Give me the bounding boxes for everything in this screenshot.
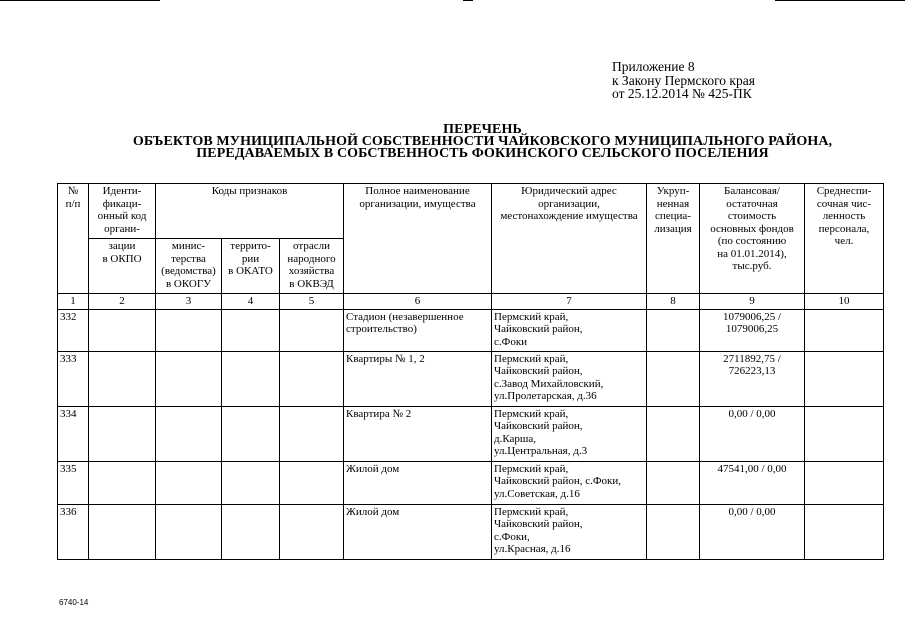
header-line: основных фондов xyxy=(710,222,794,235)
row-address xyxy=(492,461,647,504)
row-address xyxy=(492,309,647,351)
row-specialization xyxy=(647,504,700,559)
cell-line: Пермский край, xyxy=(494,352,569,365)
row-okpo xyxy=(89,351,156,406)
appendix-line: к Закону Пермского края xyxy=(612,72,755,88)
cell-line: строительство) xyxy=(346,323,417,335)
header-line: организации, имущества xyxy=(359,197,476,210)
header-okogu xyxy=(156,239,222,294)
row-okpo xyxy=(89,406,156,461)
cell-line: ул.Красная, д.16 xyxy=(494,543,571,555)
row-staff xyxy=(805,351,884,406)
cell-line: ул.Центральная, д.3 xyxy=(494,445,588,457)
cell-line: Квартиры № 1, 2 xyxy=(346,352,425,365)
row-address xyxy=(492,406,647,461)
cell-line: Пермский край, xyxy=(494,462,569,475)
cell-line: Чайковский район, xyxy=(494,420,583,432)
table-body xyxy=(58,309,884,559)
header-line: ленность xyxy=(822,210,866,222)
header-line: ненная xyxy=(656,197,690,210)
header-line: стоимость xyxy=(727,210,777,222)
table-row xyxy=(58,351,884,406)
row-okato xyxy=(222,461,280,504)
row-address xyxy=(492,504,647,559)
cell-line: Пермский край, xyxy=(494,505,569,518)
row-name xyxy=(344,461,492,504)
appendix-header xyxy=(612,60,755,101)
header-line: отрасли xyxy=(293,240,330,252)
header-staff xyxy=(805,184,884,294)
column-number: 1 xyxy=(58,294,89,310)
row-okato xyxy=(222,351,280,406)
row-okogu xyxy=(156,504,222,559)
header-specialization xyxy=(647,184,700,294)
cell-line: 0,00 / 0,00 xyxy=(728,505,776,518)
row-num: 334 xyxy=(58,406,89,461)
cell-line: Чайковский район, xyxy=(494,518,583,530)
row-name xyxy=(344,504,492,559)
cell-line: Стадион (незавершенное xyxy=(346,310,464,323)
header-line: в ОКВЭД xyxy=(289,277,334,290)
column-number: 9 xyxy=(700,294,805,310)
header-line: хозяйства xyxy=(288,265,335,277)
row-okato xyxy=(222,504,280,559)
header-line: минис- xyxy=(171,240,206,252)
column-number: 2 xyxy=(89,294,156,310)
column-number: 3 xyxy=(156,294,222,310)
row-okogu xyxy=(156,461,222,504)
row-okved xyxy=(280,351,344,406)
top-rule-center xyxy=(463,0,473,1)
row-okpo xyxy=(89,309,156,351)
header-balance xyxy=(700,184,805,294)
title-line: ПЕРЕЧЕНЬ xyxy=(443,122,522,137)
header-line: в ОКАТО xyxy=(228,265,273,277)
row-specialization xyxy=(647,461,700,504)
cell-line: Чайковский район, xyxy=(494,365,583,377)
column-number: 8 xyxy=(647,294,700,310)
column-number-row xyxy=(58,294,884,310)
header-line: в ОКПО xyxy=(102,252,142,265)
header-num xyxy=(58,184,89,294)
cell-line: 726223,13 xyxy=(728,365,776,377)
column-number: 10 xyxy=(805,294,884,310)
row-address xyxy=(492,351,647,406)
header-line: рии xyxy=(241,252,260,265)
row-okpo xyxy=(89,504,156,559)
cell-line: д.Карша, xyxy=(494,432,537,445)
cell-line: Чайковский район, с.Фоки, xyxy=(494,475,622,487)
cell-line: с.Фоки, xyxy=(494,530,530,543)
header-line: Юридический адрес xyxy=(521,185,617,197)
cell-line: с.Фоки xyxy=(494,335,528,348)
row-name xyxy=(344,406,492,461)
cell-line: 1079006,25 xyxy=(725,323,779,335)
header-codes: Коды признаков xyxy=(156,184,344,239)
header-line: специа- xyxy=(655,210,691,222)
row-num: 335 xyxy=(58,461,89,504)
row-balance xyxy=(700,461,805,504)
header-line: зации xyxy=(108,240,136,252)
header-line: Укруп- xyxy=(656,185,690,197)
header-line: чел. xyxy=(834,235,854,247)
header-line: персонала, xyxy=(818,222,870,235)
row-okved xyxy=(280,406,344,461)
document-title xyxy=(60,124,905,160)
row-okved xyxy=(280,504,344,559)
cell-line: 1079006,25 / xyxy=(722,310,782,323)
header-line: № xyxy=(67,185,79,197)
header-line: п/п xyxy=(65,197,81,210)
property-table xyxy=(57,183,884,560)
header-line: террито- xyxy=(230,240,271,252)
cell-line: 0,00 / 0,00 xyxy=(728,407,776,420)
row-okved xyxy=(280,461,344,504)
row-okato xyxy=(222,309,280,351)
appendix-line: Приложение 8 xyxy=(612,59,695,74)
header-line: в ОКОГУ xyxy=(165,277,212,290)
cell-line: Жилой дом xyxy=(346,505,400,518)
column-number: 7 xyxy=(492,294,647,310)
cell-line: 2711892,75 / xyxy=(723,352,781,365)
header-line: организации, xyxy=(538,197,600,210)
cell-line: Квартира № 2 xyxy=(346,407,412,420)
row-okato xyxy=(222,406,280,461)
header-line: тыс.руб. xyxy=(732,260,772,272)
title-line: ПЕРЕДАВАЕМЫХ В СОБСТВЕННОСТЬ ФОКИНСКОГО СЕЛЬСКОГО ПОСЕЛЕНИЯ xyxy=(196,146,769,161)
header-address xyxy=(492,184,647,294)
header-line: Полное наименование xyxy=(365,185,470,197)
document-code: 6740-14 xyxy=(59,598,89,607)
row-specialization xyxy=(647,406,700,461)
row-num: 332 xyxy=(58,309,89,351)
row-okogu xyxy=(156,406,222,461)
cell-line: Пермский край, xyxy=(494,310,569,323)
row-balance xyxy=(700,351,805,406)
header-line: местонахождение имущества xyxy=(500,210,638,222)
header-name xyxy=(344,184,492,294)
header-line: (ведомства) xyxy=(161,265,216,277)
header-line: остаточная xyxy=(726,197,778,210)
row-num: 336 xyxy=(58,504,89,559)
header-line: Иденти- xyxy=(102,185,142,197)
cell-line: ул.Советская, д.16 xyxy=(494,487,580,500)
row-okved xyxy=(280,309,344,351)
header-okpo-bottom xyxy=(89,239,156,294)
row-staff xyxy=(805,309,884,351)
row-balance xyxy=(700,309,805,351)
row-okpo xyxy=(89,461,156,504)
top-rule-right xyxy=(775,0,905,1)
table-row xyxy=(58,504,884,559)
header-line: терства xyxy=(171,252,206,265)
row-name xyxy=(344,351,492,406)
row-name xyxy=(344,309,492,351)
row-balance xyxy=(700,504,805,559)
header-line: Балансовая/ xyxy=(724,185,780,197)
row-okogu xyxy=(156,309,222,351)
header-line: народного xyxy=(287,252,336,265)
column-number: 4 xyxy=(222,294,280,310)
row-specialization xyxy=(647,309,700,351)
header-line: лизация xyxy=(654,222,692,235)
cell-line: Жилой дом xyxy=(346,462,400,475)
header-line: Среднеспи- xyxy=(816,185,872,197)
cell-line: с.Завод Михайловский, xyxy=(494,377,604,390)
table-row xyxy=(58,461,884,504)
header-line: онный код xyxy=(97,210,147,222)
cell-line: 47541,00 / 0,00 xyxy=(717,462,787,475)
row-okogu xyxy=(156,351,222,406)
row-staff xyxy=(805,406,884,461)
header-line: (по состоянию xyxy=(717,235,787,247)
appendix-line: от 25.12.2014 № 425-ПК xyxy=(612,86,752,101)
column-number: 6 xyxy=(344,294,492,310)
header-line: органи- xyxy=(104,222,140,235)
header-okved xyxy=(280,239,344,294)
cell-line: ул.Пролетарская, д.36 xyxy=(494,390,597,402)
header-okpo-top xyxy=(89,184,156,239)
header-line: сочная чис- xyxy=(816,197,872,210)
table-row xyxy=(58,309,884,351)
row-balance xyxy=(700,406,805,461)
row-num: 333 xyxy=(58,351,89,406)
cell-line: Пермский край, xyxy=(494,407,569,420)
table-row xyxy=(58,406,884,461)
header-okato xyxy=(222,239,280,294)
title-line: ОБЪЕКТОВ МУНИЦИПАЛЬНОЙ СОБСТВЕННОСТИ ЧАЙКОВСКОГО МУНИЦИПАЛЬНОГО РАЙОНА, xyxy=(132,134,833,149)
row-staff xyxy=(805,504,884,559)
row-specialization xyxy=(647,351,700,406)
header-line: фикаци- xyxy=(102,197,142,210)
column-number: 5 xyxy=(280,294,344,310)
row-staff xyxy=(805,461,884,504)
cell-line: Чайковский район, xyxy=(494,323,583,335)
top-rule-left xyxy=(0,0,160,1)
header-line: на 01.01.2014), xyxy=(717,247,787,260)
